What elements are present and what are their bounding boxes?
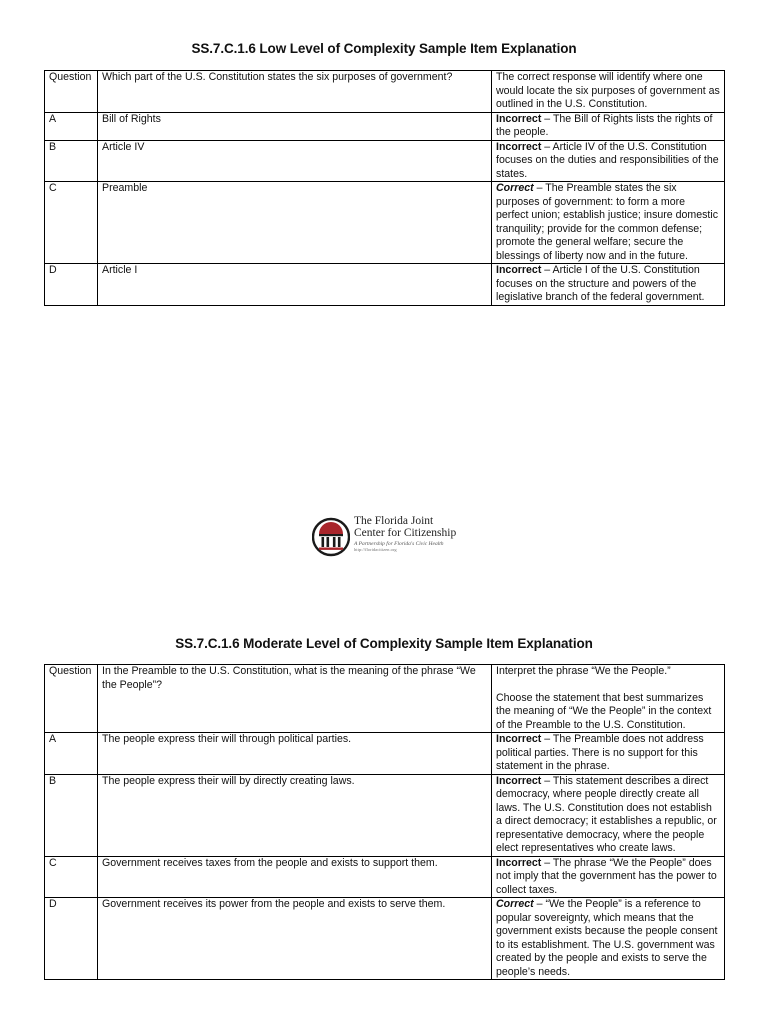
- option-explanation: [492, 182, 725, 264]
- option-explanation: [492, 898, 725, 980]
- option-text: The people express their will by directly creating laws.: [98, 774, 492, 856]
- option-explanation: [492, 264, 725, 306]
- note-paragraph: Interpret the phrase “We the People.”: [496, 665, 671, 677]
- option-row-c: [45, 856, 725, 898]
- option-row-b: [45, 140, 725, 182]
- option-row-b: [45, 774, 725, 856]
- option-letter: C: [45, 182, 98, 264]
- option-explanation: [492, 774, 725, 856]
- logo-line-1: The Florida Joint: [354, 515, 434, 527]
- question-label: Question: [45, 665, 98, 733]
- florida-joint-center-logo: [312, 513, 492, 561]
- logo-url: http://floridacitizen.org: [354, 547, 397, 552]
- option-row-d: [45, 264, 725, 306]
- explanation-text: – “We the People” is a reference to popular sovereignty, which means that the government exists because the people consent to its establishment. The U.S. government was created by the people and exists to serve the people’s needs.: [496, 898, 718, 978]
- option-row-c: [45, 182, 725, 264]
- explanation-text: – The Bill of Rights lists the rights of the people.: [496, 112, 713, 138]
- verdict-label: Incorrect: [496, 264, 542, 276]
- option-explanation: [492, 112, 725, 140]
- option-explanation: [492, 856, 725, 898]
- verdict-label: Incorrect: [496, 774, 542, 787]
- option-row-a: [45, 733, 725, 775]
- section-1-title: SS.7.C.1.6 Low Level of Complexity Sample Item Explanation: [191, 41, 577, 56]
- explanation-text: – This statement describes a direct democracy, where people directly create all laws. The U.S. Constitution does not establish a direct democracy; it establishes a republic, or representative democracy, where the people elect representatives who create laws.: [496, 774, 717, 854]
- explanation-text: – The Preamble states the six purposes of government: to form a more perfect union; establish justice; insure domestic tranquility; provide for the common defense; promote the general welfare; secure the blessings of liberty now and in the future.: [496, 182, 719, 262]
- option-explanation: [492, 733, 725, 775]
- option-letter: D: [45, 898, 98, 980]
- option-text: Article IV: [98, 140, 492, 182]
- explanation-text: – Article I of the U.S. Constitution focuses on the structure and powers of the legislative branch of the federal government.: [496, 264, 705, 303]
- option-letter: A: [45, 733, 98, 775]
- verdict-label: Correct: [496, 182, 534, 194]
- option-letter: A: [45, 112, 98, 140]
- question-text: In the Preamble to the U.S. Constitution, what is the meaning of the phrase “We the People”?: [98, 665, 492, 733]
- option-text: Government receives taxes from the people and exists to support them.: [98, 856, 492, 898]
- section-2-title: SS.7.C.1.6 Moderate Level of Complexity Sample Item Explanation: [175, 636, 593, 651]
- verdict-label: Incorrect: [496, 140, 542, 153]
- note-paragraph: Choose the statement that best summarizes the meaning of “We the People” in the context of the Preamble to the U.S. Constitution.: [496, 691, 712, 731]
- option-text: Bill of Rights: [98, 112, 492, 140]
- question-note: [492, 71, 725, 113]
- option-text: Preamble: [98, 182, 492, 264]
- option-letter: B: [45, 774, 98, 856]
- option-letter: D: [45, 264, 98, 306]
- section-2-table: [44, 664, 725, 980]
- question-note: [492, 665, 725, 733]
- explanation-text: – The Preamble does not address political parties. There is no support for this statement in the phrase.: [496, 733, 704, 772]
- question-label: Question: [45, 71, 98, 113]
- verdict-label: Correct: [496, 898, 534, 910]
- option-letter: B: [45, 140, 98, 182]
- option-text: Government receives its power from the people and exists to serve them.: [98, 898, 492, 980]
- logo-tagline: A Partnership for Florida's Civic Health: [354, 541, 444, 547]
- logo-text: [354, 516, 456, 552]
- explanation-text: – The phrase “We the People” does not imply that the government has the power to collect taxes.: [496, 856, 717, 896]
- option-letter: C: [45, 856, 98, 898]
- verdict-label: Incorrect: [496, 112, 542, 125]
- option-text: The people express their will through political parties.: [98, 733, 492, 775]
- option-text: Article I: [98, 264, 492, 306]
- option-row-d: [45, 898, 725, 980]
- explanation-text: – Article IV of the U.S. Constitution focuses on the duties and responsibilities of the states.: [496, 140, 719, 180]
- verdict-label: Incorrect: [496, 733, 542, 745]
- note-paragraph: The correct response will identify where one would locate the six purposes of government as outlined in the U.S. Constitution.: [496, 71, 720, 110]
- verdict-label: Incorrect: [496, 856, 542, 869]
- capitol-emblem-icon: [312, 514, 350, 560]
- option-explanation: [492, 140, 725, 182]
- option-row-a: [45, 112, 725, 140]
- question-text: Which part of the U.S. Constitution states the six purposes of government?: [98, 71, 492, 113]
- logo-line-2: Center for Citizenship: [354, 526, 457, 539]
- question-row: [45, 665, 725, 733]
- section-1-table: [44, 70, 725, 306]
- question-row: [45, 71, 725, 113]
